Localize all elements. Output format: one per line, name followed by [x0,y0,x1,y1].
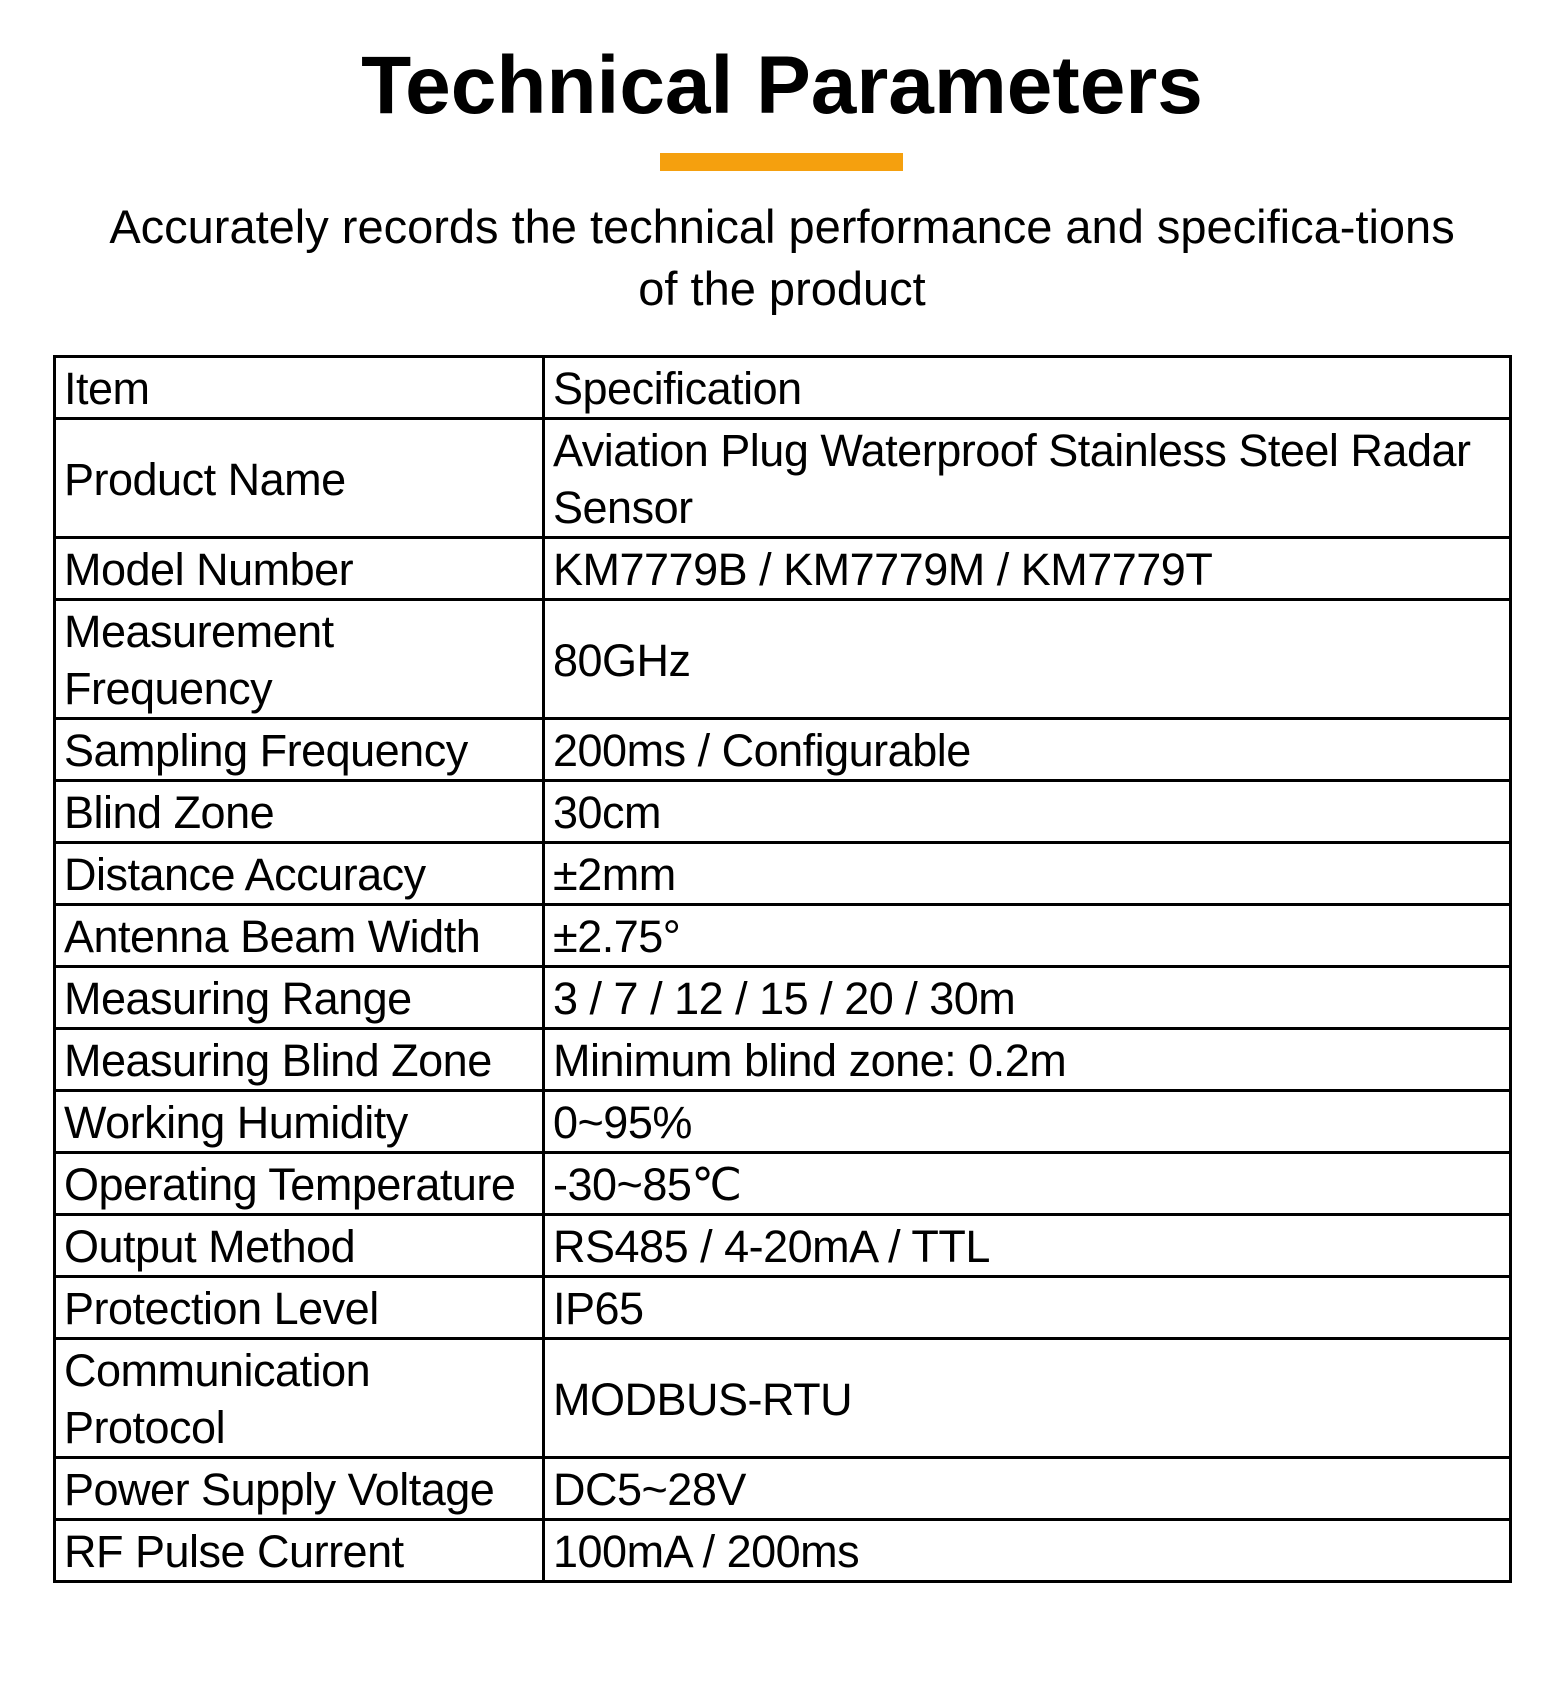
spec-cell: 3 / 7 / 12 / 15 / 20 / 30m [544,967,1511,1029]
spec-cell: KM7779B / KM7779M / KM7779T [544,538,1511,600]
item-cell: Communication Protocol [55,1339,544,1458]
spec-cell: Minimum blind zone: 0.2m [544,1029,1511,1091]
spec-cell: 80GHz [544,600,1511,719]
header-specification: Specification [544,357,1511,419]
item-cell: Measurement Frequency [55,600,544,719]
spec-cell: DC5~28V [544,1458,1511,1520]
table-row [55,843,1511,905]
table-header-row [55,357,1511,419]
spec-cell: 100mA / 200ms [544,1520,1511,1582]
table-row [55,905,1511,967]
item-cell: Protection Level [55,1277,544,1339]
table-row [55,538,1511,600]
header-item: Item [55,357,544,419]
item-cell: Model Number [55,538,544,600]
table-row [55,1458,1511,1520]
spec-cell: -30~85℃ [544,1153,1511,1215]
title-accent-bar [660,153,903,171]
page-subtitle: Accurately records the technical performance and specifica-tions of the product [109,200,1455,315]
table-row [55,967,1511,1029]
item-cell: RF Pulse Current [55,1520,544,1582]
item-cell: Product Name [55,419,544,538]
table-row [55,1520,1511,1582]
spec-cell: 30cm [544,781,1511,843]
table-row [55,781,1511,843]
spec-cell: ±2.75° [544,905,1511,967]
item-cell: Blind Zone [55,781,544,843]
table-row [55,1339,1511,1458]
spec-cell: ±2mm [544,843,1511,905]
spec-cell: 200ms / Configurable [544,719,1511,781]
item-cell: Distance Accuracy [55,843,544,905]
table-row [55,1277,1511,1339]
table-row [55,419,1511,538]
item-cell: Sampling Frequency [55,719,544,781]
item-cell: Output Method [55,1215,544,1277]
item-cell: Power Supply Voltage [55,1458,544,1520]
item-cell: Antenna Beam Width [55,905,544,967]
item-cell: Operating Temperature [55,1153,544,1215]
table-row [55,719,1511,781]
table-row [55,1215,1511,1277]
spec-cell: IP65 [544,1277,1511,1339]
table-row [55,600,1511,719]
item-cell: Working Humidity [55,1091,544,1153]
table-row [55,1029,1511,1091]
spec-cell: 0~95% [544,1091,1511,1153]
spec-cell: RS485 / 4-20mA / TTL [544,1215,1511,1277]
spec-table [53,355,1512,1583]
spec-cell: Aviation Plug Waterproof Stainless Steel Radar Sensor [544,419,1511,538]
table-row [55,1153,1511,1215]
item-cell: Measuring Range [55,967,544,1029]
table-row [55,1091,1511,1153]
item-cell: Measuring Blind Zone [55,1029,544,1091]
spec-cell: MODBUS-RTU [544,1339,1511,1458]
page-title: Technical Parameters [361,40,1203,131]
